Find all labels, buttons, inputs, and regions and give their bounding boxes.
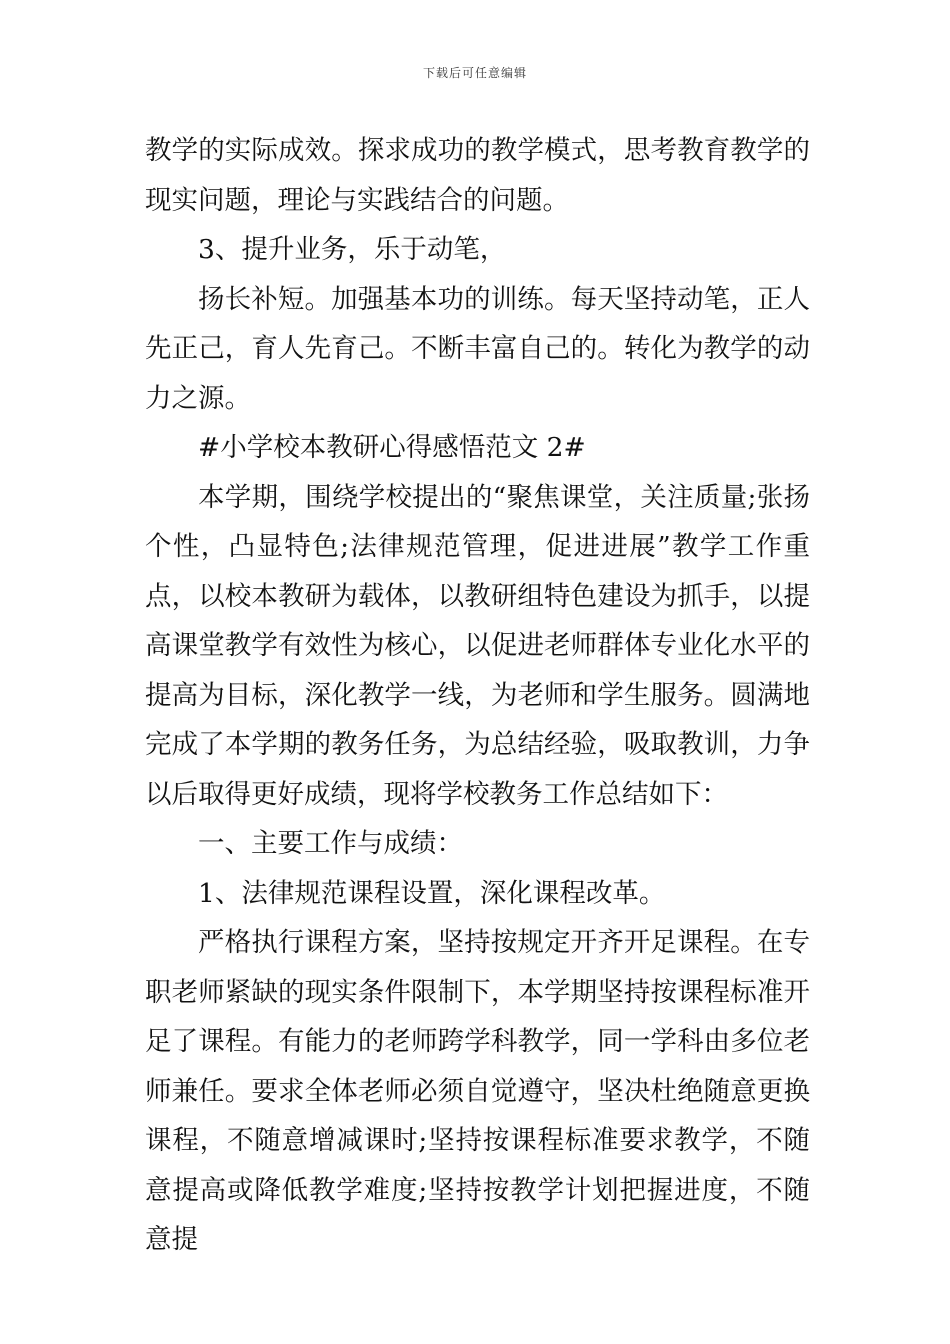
paragraph: 扬长补短。加强基本功的训练。每天坚持动笔，正人先正己，育人先育己。不断丰富自己的。转化为教学的动力之源。	[145, 283, 810, 414]
paragraph: 本学期，围绕学校提出的“聚焦课堂，关注质量;张扬个性，凸显特色;法律规范管理，促进进展”教学工作重点，以校本教研为载体，以教研组特色建设为抓手，以提高课堂教学有效性为核心，以促进老师群体专业化水平的提高为目标，深化教学一线，为老师和学生服务。圆满地完成了本学期的教务任务，为总结经验，吸取教训，力争以后取得更好成绩，现将学校教务工作总结如下：	[145, 481, 810, 810]
document-body	[145, 126, 810, 1265]
section-title: #小学校本教研心得感悟范文 2#	[198, 432, 586, 463]
paragraph-heading-3: 3、提升业务，乐于动笔，	[198, 234, 507, 265]
paragraph-heading-1: 一、主要工作与成绩：	[198, 828, 463, 859]
paragraph-subheading-1: 1、法律规范课程设置，深化课程改革。	[198, 877, 666, 909]
page-header: 下载后可任意编辑	[422, 66, 527, 80]
paragraph: 严格执行课程方案，坚持按规定开齐开足课程。在专职老师紧缺的现实条件限制下，本学期坚持按课程标准开足了课程。有能力的老师跨学科教学，同一学科由多位老师兼任。要求全体老师必须自觉遵守，坚决杜绝随意更换课程，不随意增减课时;坚持按课程标准要求教学，不随意提高或降低教学难度;坚持按教学计划把握进度，不随意提	[145, 927, 810, 1255]
paragraph-continuation: 教学的实际成效。探求成功的教学模式，思考教育教学的现实问题，理论与实践结合的问题。	[145, 135, 810, 216]
